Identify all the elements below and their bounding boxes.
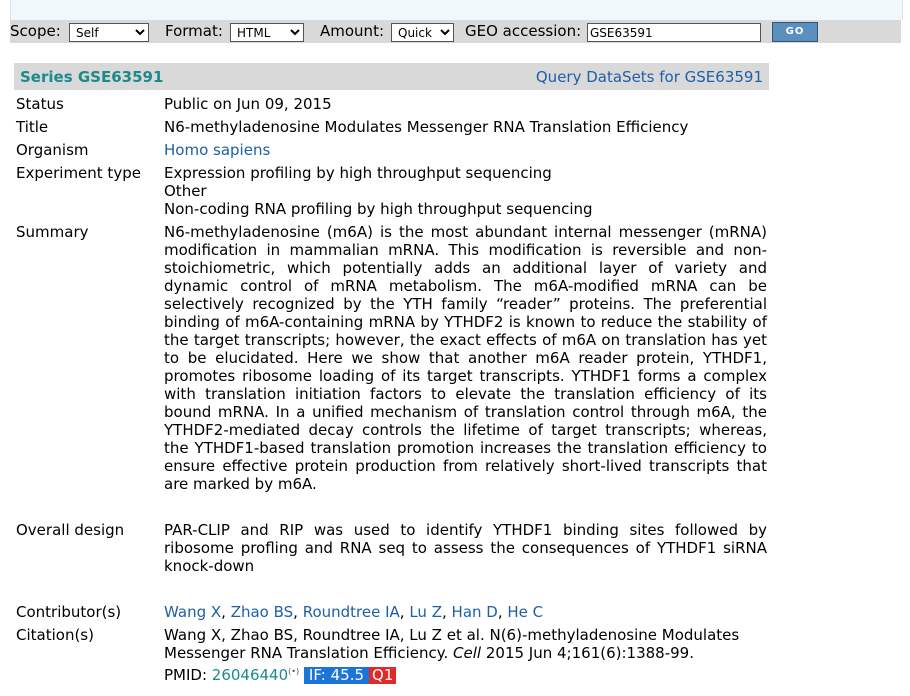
experiment-type-value: Other [164,182,207,200]
citation-journal: Cell [453,644,482,662]
amount-label: Amount: [320,22,384,40]
title-value: N6-methyladenosine Modulates Messenger RNA Translation Efficiency [164,118,689,136]
go-button[interactable]: GO [772,22,818,42]
contributors-label: Contributor(s) [16,603,122,621]
contributors-list [164,603,767,621]
status-label: Status [16,95,64,113]
title-label: Title [16,118,49,136]
pmid-link[interactable]: 26046440 [211,666,289,684]
contributor-separator: , [497,603,508,621]
overall-design-value: PAR-CLIP and RIP was used to identify YTHDF1 binding sites followed by ribosome profling and RNA seq to assess the consequences of YTHDF1 siRNA knock-down [164,521,767,575]
contributor-link[interactable]: Zhao BS [230,603,294,621]
geo-accession-input[interactable] [587,23,761,42]
experiment-type-value: Expression profiling by high throughput sequencing [164,164,552,182]
amount-select[interactable] [391,23,454,42]
format-select[interactable] [230,23,304,42]
citation-text: Wang X, Zhao BS, Roundtree IA, Lu Z et al. N(6)-methyladenosine Modulates Messenger RNA Translation Efficiency. [164,626,740,662]
contributor-link[interactable]: He C [507,603,544,621]
contributor-link[interactable]: Wang X [164,603,222,621]
summary-value: N6-methyladenosine (m6A) is the most abundant internal messenger (mRNA) modification in mammalian mRNA. This modification is reversible and non-stoichiometric, which potentially adds an additional layer of variety and dynamic control of mRNA metabolism. The m6A-modified mRNA can be selectively recognized by the YTH family “reader” proteins. The preferential binding of m6A-containing mRNA by YTHDF2 is known to reduce the stability of the target transcripts; however, the exact effects of m6A on translation has yet to be elucidated. Here we show that another m6A reader protein, YTHDF1, promotes ribosome loading of its target transcripts. YTHDF1 forms a complex with translation initiation factors to elevate the translation efficiency of its bound mRNA. In a unified mechanism of translation control through m6A, the YTHDF2-mediated decay controls the lifetime of target transcripts; whereas, the YTHDF1-based translation promotion increases the translation efficiency to ensure effective protein production from relatively short-lived transcripts that are marked by m6A. [164,223,767,493]
contributor-link[interactable]: Han D [451,603,498,621]
series-header [14,63,769,90]
contributor-separator: , [293,603,303,621]
pmid-label: PMID: [164,666,212,684]
organism-link[interactable]: Homo sapiens [164,141,271,159]
citation-details: 2015 Jun 4;161(6):1388-99. [481,644,694,662]
overall-design-label: Overall design [16,521,125,539]
query-datasets-link[interactable]: Query DataSets for GSE63591 [535,68,763,86]
experiment-type-value: Non-coding RNA profiling by high throughput sequencing [164,200,593,218]
contributor-separator: , [399,603,410,621]
signal-icon: (•) [288,667,300,676]
contributor-separator: , [221,603,231,621]
experiment-type-label: Experiment type [16,164,141,182]
scope-select[interactable] [69,23,149,42]
quartile-badge: Q1 [369,667,396,684]
geo-accession-label: GEO accession: [465,22,582,40]
impact-factor-badge: IF: 45.5 [304,667,369,684]
summary-label: Summary [16,223,89,241]
contributor-separator: , [442,603,452,621]
status-value: Public on Jun 09, 2015 [164,95,332,113]
organism-label: Organism [16,141,89,159]
citation-label: Citation(s) [16,626,94,644]
contributor-link[interactable]: Lu Z [409,603,442,621]
top-banner-strip [10,0,903,20]
scope-label: Scope: [10,22,61,40]
format-label: Format: [165,22,223,40]
contributor-link[interactable]: Roundtree IA [302,603,400,621]
query-toolbar [10,20,901,43]
series-title: Series GSE63591 [20,68,164,86]
